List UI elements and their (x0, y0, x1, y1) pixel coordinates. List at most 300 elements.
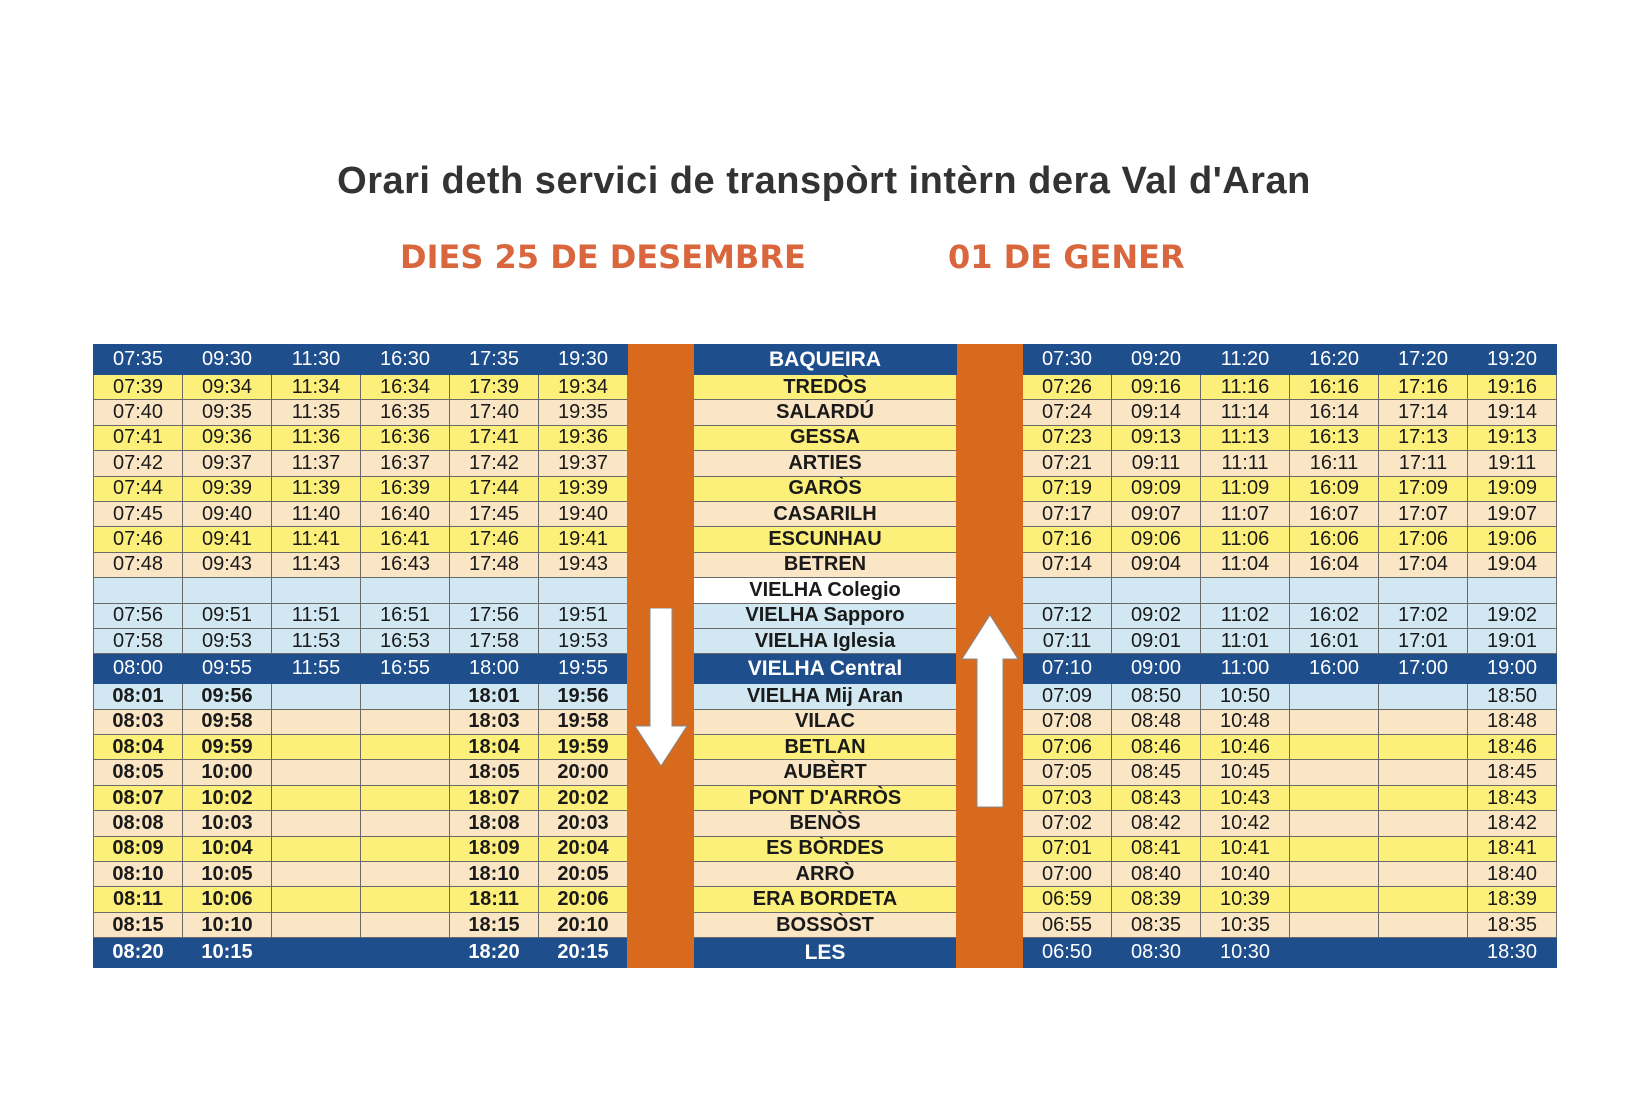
return-time-cell: 11:00 (1201, 654, 1290, 684)
return-time-cell: 18:42 (1468, 811, 1557, 836)
return-time-cell: 11:14 (1201, 400, 1290, 425)
return-time-cell: 09:16 (1112, 375, 1201, 400)
return-time-cell: 07:06 (1023, 735, 1112, 760)
departure-time-cell (272, 887, 361, 912)
return-time-cell: 09:00 (1112, 654, 1201, 684)
departure-time-cell (361, 912, 450, 937)
stop-name: LES (694, 938, 957, 968)
departure-time-cell: 10:03 (183, 811, 272, 836)
departure-time-cell: 11:40 (272, 501, 361, 526)
stop-name: GESSA (694, 425, 957, 450)
table-row (94, 375, 1557, 400)
departure-time-cell: 19:43 (539, 552, 628, 577)
departure-time-cell: 11:55 (272, 654, 361, 684)
return-time-cell: 19:02 (1468, 603, 1557, 628)
departure-time-cell (361, 684, 450, 709)
stop-name: BETLAN (694, 735, 957, 760)
departure-time-cell: 09:39 (183, 476, 272, 501)
table-row (94, 938, 1557, 968)
departure-time-cell: 20:02 (539, 785, 628, 810)
departure-time-cell: 17:41 (450, 425, 539, 450)
departure-time-cell: 16:34 (361, 375, 450, 400)
departure-time-cell (94, 578, 183, 603)
return-time-cell: 08:45 (1112, 760, 1201, 785)
departure-time-cell: 19:59 (539, 735, 628, 760)
return-time-cell: 07:08 (1023, 709, 1112, 734)
return-time-cell: 07:09 (1023, 684, 1112, 709)
departure-time-cell (361, 938, 450, 968)
return-time-cell: 19:16 (1468, 375, 1557, 400)
return-time-cell (1379, 760, 1468, 785)
departure-time-cell: 16:39 (361, 476, 450, 501)
stop-name: BETREN (694, 552, 957, 577)
return-time-cell: 18:48 (1468, 709, 1557, 734)
departure-time-cell: 18:04 (450, 735, 539, 760)
return-time-cell (1290, 578, 1379, 603)
departure-time-cell: 09:53 (183, 628, 272, 653)
departure-time-cell (272, 811, 361, 836)
departure-time-cell: 17:48 (450, 552, 539, 577)
return-time-cell: 07:19 (1023, 476, 1112, 501)
departure-time-cell: 19:39 (539, 476, 628, 501)
departure-time-cell: 08:20 (94, 938, 183, 968)
return-time-cell (1379, 684, 1468, 709)
departure-time-cell: 07:39 (94, 375, 183, 400)
return-time-cell: 11:16 (1201, 375, 1290, 400)
departure-time-cell: 18:08 (450, 811, 539, 836)
departure-time-cell: 16:40 (361, 501, 450, 526)
return-time-cell: 16:11 (1290, 451, 1379, 476)
departure-time-cell (272, 684, 361, 709)
date-label-right: 01 DE GENER (948, 238, 1185, 276)
return-time-cell: 18:45 (1468, 760, 1557, 785)
stop-name: VIELHA Sapporo (694, 603, 957, 628)
return-time-cell: 10:48 (1201, 709, 1290, 734)
departure-time-cell: 09:56 (183, 684, 272, 709)
departure-time-cell: 20:00 (539, 760, 628, 785)
return-time-cell: 19:00 (1468, 654, 1557, 684)
departure-time-cell: 10:05 (183, 862, 272, 887)
return-time-cell: 17:11 (1379, 451, 1468, 476)
return-time-cell: 10:30 (1201, 938, 1290, 968)
return-time-cell (1290, 811, 1379, 836)
departure-time-cell (272, 938, 361, 968)
departure-time-cell: 07:42 (94, 451, 183, 476)
return-time-cell: 10:50 (1201, 684, 1290, 709)
departure-time-cell: 16:53 (361, 628, 450, 653)
stop-name: VIELHA Central (694, 654, 957, 684)
departure-time-cell: 18:00 (450, 654, 539, 684)
departure-time-cell: 09:35 (183, 400, 272, 425)
departure-time-cell: 17:56 (450, 603, 539, 628)
departure-time-cell: 11:39 (272, 476, 361, 501)
departure-time-cell: 17:42 (450, 451, 539, 476)
departure-time-cell: 07:40 (94, 400, 183, 425)
departure-time-cell: 16:30 (361, 345, 450, 375)
departure-time-cell: 20:15 (539, 938, 628, 968)
return-time-cell (1290, 684, 1379, 709)
stop-name: ERA BORDETA (694, 887, 957, 912)
return-time-cell: 19:09 (1468, 476, 1557, 501)
stop-name: ESCUNHAU (694, 527, 957, 552)
return-time-cell: 19:20 (1468, 345, 1557, 375)
return-time-cell: 07:03 (1023, 785, 1112, 810)
return-time-cell (1290, 709, 1379, 734)
departure-time-cell: 08:05 (94, 760, 183, 785)
return-time-cell: 10:42 (1201, 811, 1290, 836)
return-time-cell: 07:21 (1023, 451, 1112, 476)
return-time-cell (1379, 811, 1468, 836)
return-time-cell (1290, 938, 1379, 968)
return-time-cell: 18:35 (1468, 912, 1557, 937)
departure-time-cell: 19:55 (539, 654, 628, 684)
return-time-cell: 07:01 (1023, 836, 1112, 861)
return-time-cell: 19:01 (1468, 628, 1557, 653)
departure-time-cell: 08:09 (94, 836, 183, 861)
departure-time-cell (361, 735, 450, 760)
departure-time-cell: 19:51 (539, 603, 628, 628)
return-time-cell (1379, 862, 1468, 887)
return-time-cell: 17:14 (1379, 400, 1468, 425)
return-time-cell: 17:02 (1379, 603, 1468, 628)
departure-time-cell: 08:10 (94, 862, 183, 887)
return-time-cell: 16:14 (1290, 400, 1379, 425)
departure-time-cell: 18:15 (450, 912, 539, 937)
stop-name: BENÒS (694, 811, 957, 836)
departure-time-cell: 17:39 (450, 375, 539, 400)
return-time-cell: 11:11 (1201, 451, 1290, 476)
table-row (94, 811, 1557, 836)
departure-time-cell: 09:41 (183, 527, 272, 552)
return-time-cell: 19:14 (1468, 400, 1557, 425)
return-time-cell: 17:04 (1379, 552, 1468, 577)
departure-time-cell: 17:46 (450, 527, 539, 552)
return-time-cell: 09:06 (1112, 527, 1201, 552)
departure-time-cell: 19:40 (539, 501, 628, 526)
return-time-cell: 19:11 (1468, 451, 1557, 476)
return-time-cell: 10:41 (1201, 836, 1290, 861)
return-time-cell: 07:30 (1023, 345, 1112, 375)
return-time-cell: 09:14 (1112, 400, 1201, 425)
return-time-cell: 10:43 (1201, 785, 1290, 810)
return-time-cell: 08:30 (1112, 938, 1201, 968)
departure-time-cell: 09:34 (183, 375, 272, 400)
table-row (94, 628, 1557, 653)
return-time-cell: 09:01 (1112, 628, 1201, 653)
return-time-cell: 07:10 (1023, 654, 1112, 684)
departure-time-cell (183, 578, 272, 603)
departure-time-cell: 07:41 (94, 425, 183, 450)
return-time-cell: 16:07 (1290, 501, 1379, 526)
return-time-cell: 07:17 (1023, 501, 1112, 526)
departure-time-cell: 18:05 (450, 760, 539, 785)
table-row (94, 527, 1557, 552)
arrow-down-icon (633, 608, 689, 768)
table-row (94, 400, 1557, 425)
table-row (94, 709, 1557, 734)
return-time-cell: 16:00 (1290, 654, 1379, 684)
return-time-cell: 16:06 (1290, 527, 1379, 552)
return-time-cell (1112, 578, 1201, 603)
stop-name: PONT D'ARRÒS (694, 785, 957, 810)
departure-time-cell (361, 785, 450, 810)
timetable (93, 344, 1557, 968)
departure-time-cell: 19:53 (539, 628, 628, 653)
departure-time-cell: 09:43 (183, 552, 272, 577)
return-time-cell: 08:46 (1112, 735, 1201, 760)
stop-name: CASARILH (694, 501, 957, 526)
return-time-cell (1290, 760, 1379, 785)
departure-time-cell: 17:58 (450, 628, 539, 653)
return-time-cell: 19:04 (1468, 552, 1557, 577)
departure-time-cell: 19:36 (539, 425, 628, 450)
departure-time-cell: 17:44 (450, 476, 539, 501)
return-time-cell: 10:39 (1201, 887, 1290, 912)
departure-time-cell: 16:37 (361, 451, 450, 476)
return-time-cell: 16:16 (1290, 375, 1379, 400)
return-time-cell: 11:01 (1201, 628, 1290, 653)
return-time-cell: 18:41 (1468, 836, 1557, 861)
departure-time-cell: 16:36 (361, 425, 450, 450)
return-time-cell: 16:13 (1290, 425, 1379, 450)
departure-time-cell: 10:04 (183, 836, 272, 861)
return-time-cell: 19:07 (1468, 501, 1557, 526)
table-row (94, 578, 1557, 603)
departure-time-cell: 18:09 (450, 836, 539, 861)
departure-time-cell: 09:37 (183, 451, 272, 476)
departure-time-cell: 19:35 (539, 400, 628, 425)
departure-time-cell (272, 862, 361, 887)
return-time-cell: 08:42 (1112, 811, 1201, 836)
departure-time-cell: 18:20 (450, 938, 539, 968)
departure-time-cell: 10:02 (183, 785, 272, 810)
return-time-cell: 07:23 (1023, 425, 1112, 450)
return-time-cell: 10:35 (1201, 912, 1290, 937)
return-time-cell: 09:13 (1112, 425, 1201, 450)
departure-time-cell: 20:10 (539, 912, 628, 937)
return-time-cell (1290, 912, 1379, 937)
return-time-cell: 11:06 (1201, 527, 1290, 552)
arrow-up-icon (960, 613, 1020, 809)
departure-time-cell: 20:03 (539, 811, 628, 836)
return-time-cell: 11:13 (1201, 425, 1290, 450)
table-row (94, 760, 1557, 785)
table-row (94, 654, 1557, 684)
departure-time-cell: 19:30 (539, 345, 628, 375)
departure-time-cell: 18:10 (450, 862, 539, 887)
return-time-cell: 19:06 (1468, 527, 1557, 552)
return-time-cell: 07:12 (1023, 603, 1112, 628)
table-row (94, 912, 1557, 937)
departure-time-cell (361, 836, 450, 861)
return-time-cell: 16:02 (1290, 603, 1379, 628)
return-time-cell: 16:09 (1290, 476, 1379, 501)
departure-time-cell: 11:41 (272, 527, 361, 552)
stop-name: BOSSÒST (694, 912, 957, 937)
return-time-cell (1290, 836, 1379, 861)
departure-time-cell: 17:40 (450, 400, 539, 425)
departure-time-cell: 09:30 (183, 345, 272, 375)
departure-time-cell: 10:00 (183, 760, 272, 785)
departure-time-cell: 09:40 (183, 501, 272, 526)
departure-time-cell: 10:15 (183, 938, 272, 968)
return-time-cell: 08:50 (1112, 684, 1201, 709)
departure-time-cell: 20:06 (539, 887, 628, 912)
stop-name: ES BÒRDES (694, 836, 957, 861)
table-row (94, 785, 1557, 810)
departure-time-cell: 07:48 (94, 552, 183, 577)
return-time-cell: 18:50 (1468, 684, 1557, 709)
departure-time-cell: 16:35 (361, 400, 450, 425)
departure-time-cell: 17:35 (450, 345, 539, 375)
departure-time-cell: 11:35 (272, 400, 361, 425)
stop-name: VIELHA Colegio (694, 578, 957, 603)
departure-time-cell: 09:55 (183, 654, 272, 684)
departure-time-cell: 19:58 (539, 709, 628, 734)
return-time-cell: 17:01 (1379, 628, 1468, 653)
return-time-cell (1379, 578, 1468, 603)
return-time-cell: 10:40 (1201, 862, 1290, 887)
table-row (94, 345, 1557, 375)
return-time-cell: 09:02 (1112, 603, 1201, 628)
table-row (94, 862, 1557, 887)
return-time-cell: 09:07 (1112, 501, 1201, 526)
departure-time-cell: 07:35 (94, 345, 183, 375)
departure-time-cell: 16:55 (361, 654, 450, 684)
return-time-cell: 18:46 (1468, 735, 1557, 760)
departure-time-cell (361, 887, 450, 912)
return-time-cell: 10:46 (1201, 735, 1290, 760)
departure-time-cell: 08:03 (94, 709, 183, 734)
return-time-cell (1290, 735, 1379, 760)
departure-time-cell (361, 811, 450, 836)
return-time-cell: 19:13 (1468, 425, 1557, 450)
departure-time-cell: 07:46 (94, 527, 183, 552)
departure-time-cell (450, 578, 539, 603)
return-time-cell: 08:43 (1112, 785, 1201, 810)
return-time-cell: 07:02 (1023, 811, 1112, 836)
return-time-cell (1201, 578, 1290, 603)
departure-time-cell: 16:41 (361, 527, 450, 552)
return-time-cell: 18:43 (1468, 785, 1557, 810)
departure-time-cell (361, 578, 450, 603)
table-row (94, 451, 1557, 476)
departure-time-cell (272, 760, 361, 785)
stop-name: BAQUEIRA (694, 345, 957, 375)
departure-time-cell: 17:45 (450, 501, 539, 526)
table-row (94, 603, 1557, 628)
return-time-cell (1379, 709, 1468, 734)
departure-time-cell: 07:45 (94, 501, 183, 526)
return-time-cell (1379, 735, 1468, 760)
return-time-cell (1379, 912, 1468, 937)
departure-time-cell: 18:01 (450, 684, 539, 709)
departure-time-cell (361, 862, 450, 887)
departure-time-cell (539, 578, 628, 603)
return-time-cell: 07:16 (1023, 527, 1112, 552)
return-time-cell: 09:11 (1112, 451, 1201, 476)
departure-time-cell: 11:43 (272, 552, 361, 577)
direction-column-down (628, 345, 694, 968)
return-time-cell: 07:05 (1023, 760, 1112, 785)
stop-name: VIELHA Mij Aran (694, 684, 957, 709)
table-row (94, 684, 1557, 709)
departure-time-cell: 08:15 (94, 912, 183, 937)
direction-column-up (957, 345, 1023, 968)
departure-time-cell: 10:10 (183, 912, 272, 937)
departure-time-cell: 07:44 (94, 476, 183, 501)
return-time-cell (1290, 785, 1379, 810)
table-row (94, 735, 1557, 760)
date-label-left: DIES 25 DE DESEMBRE (400, 238, 806, 276)
stop-name: GARÒS (694, 476, 957, 501)
departure-time-cell: 20:05 (539, 862, 628, 887)
return-time-cell: 07:26 (1023, 375, 1112, 400)
return-time-cell: 10:45 (1201, 760, 1290, 785)
stop-name: TREDÒS (694, 375, 957, 400)
departure-time-cell (272, 578, 361, 603)
table-row (94, 836, 1557, 861)
departure-time-cell: 09:51 (183, 603, 272, 628)
stop-name: VILAC (694, 709, 957, 734)
departure-time-cell (361, 760, 450, 785)
departure-time-cell: 18:11 (450, 887, 539, 912)
departure-time-cell (272, 912, 361, 937)
stop-name: SALARDÚ (694, 400, 957, 425)
return-time-cell: 11:07 (1201, 501, 1290, 526)
departure-time-cell: 19:41 (539, 527, 628, 552)
return-time-cell (1379, 938, 1468, 968)
return-time-cell: 17:07 (1379, 501, 1468, 526)
departure-time-cell: 08:07 (94, 785, 183, 810)
return-time-cell: 08:35 (1112, 912, 1201, 937)
table-row (94, 501, 1557, 526)
departure-time-cell: 20:04 (539, 836, 628, 861)
return-time-cell (1290, 887, 1379, 912)
departure-time-cell: 10:06 (183, 887, 272, 912)
return-time-cell: 18:30 (1468, 938, 1557, 968)
return-time-cell: 11:20 (1201, 345, 1290, 375)
departure-time-cell: 11:34 (272, 375, 361, 400)
return-time-cell: 09:20 (1112, 345, 1201, 375)
departure-time-cell: 18:07 (450, 785, 539, 810)
return-time-cell (1379, 785, 1468, 810)
return-time-cell: 16:01 (1290, 628, 1379, 653)
return-time-cell: 06:55 (1023, 912, 1112, 937)
departure-time-cell: 09:36 (183, 425, 272, 450)
return-time-cell (1023, 578, 1112, 603)
departure-time-cell (272, 836, 361, 861)
departure-time-cell (272, 735, 361, 760)
table-row (94, 476, 1557, 501)
return-time-cell: 18:40 (1468, 862, 1557, 887)
departure-time-cell: 09:58 (183, 709, 272, 734)
departure-time-cell: 08:00 (94, 654, 183, 684)
return-time-cell: 17:00 (1379, 654, 1468, 684)
return-time-cell: 08:39 (1112, 887, 1201, 912)
departure-time-cell: 08:08 (94, 811, 183, 836)
departure-time-cell: 19:34 (539, 375, 628, 400)
departure-time-cell: 11:30 (272, 345, 361, 375)
return-time-cell (1379, 887, 1468, 912)
departure-time-cell: 19:37 (539, 451, 628, 476)
return-time-cell (1379, 836, 1468, 861)
return-time-cell: 09:04 (1112, 552, 1201, 577)
page-title: Orari deth servici de transpòrt intèrn dera Val d'Aran (337, 160, 1311, 202)
return-time-cell (1290, 862, 1379, 887)
table-row (94, 425, 1557, 450)
departure-time-cell (272, 785, 361, 810)
